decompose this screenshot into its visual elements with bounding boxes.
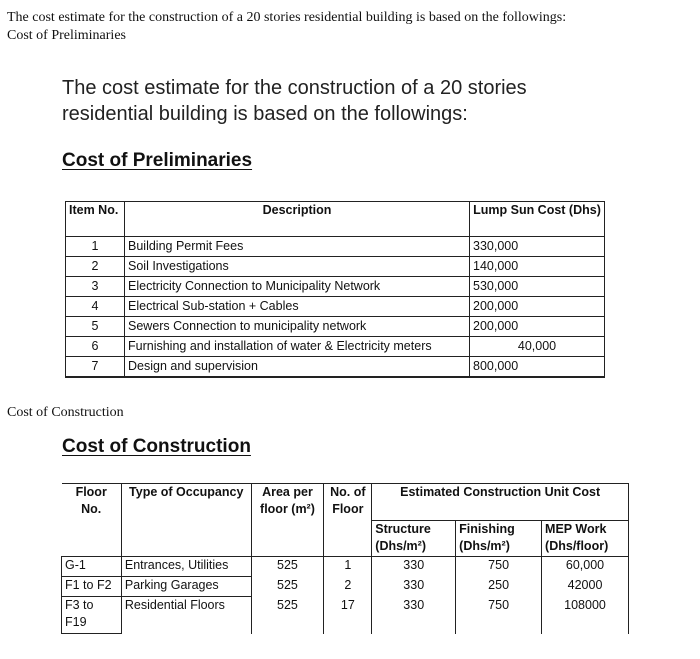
construction-title: Cost of Construction — [62, 436, 251, 457]
item-cost: 800,000 — [470, 357, 605, 378]
table-row — [62, 557, 629, 577]
item-no: 6 — [66, 337, 125, 357]
mep-cost: 42000 — [542, 577, 629, 597]
item-cost: 40,000 — [470, 337, 605, 357]
item-cost: 200,000 — [470, 297, 605, 317]
table-row — [66, 237, 605, 257]
table-row — [66, 277, 605, 297]
item-cost: 330,000 — [470, 237, 605, 257]
intro-text — [7, 9, 697, 45]
mep-cost: 60,000 — [542, 557, 629, 577]
floor-no: G-1 — [62, 557, 122, 577]
table-row — [66, 317, 605, 337]
header-area-per-floor: Area per floor (m²) — [251, 484, 324, 557]
occupancy-type: Entrances, Utilities — [121, 557, 251, 577]
item-no: 2 — [66, 257, 125, 277]
structure-cost: 330 — [372, 597, 456, 634]
occupancy-type: Residential Floors — [121, 597, 251, 634]
header-estimated-unit-cost: Estimated Construction Unit Cost — [372, 484, 629, 521]
no-of-floors: 2 — [324, 577, 372, 597]
no-of-floors: 1 — [324, 557, 372, 577]
header-finishing: Finishing (Dhs/m²) — [456, 521, 542, 557]
intro-line-2: Cost of Preliminaries — [7, 28, 126, 43]
item-description: Design and supervision — [125, 357, 470, 378]
occupancy-type: Parking Garages — [121, 577, 251, 597]
item-no: 4 — [66, 297, 125, 317]
header-floor-no: Floor No. — [62, 484, 122, 557]
table-row — [66, 257, 605, 277]
header-type-of-occupancy: Type of Occupancy — [121, 484, 251, 557]
table-row — [62, 577, 629, 597]
construction-table — [61, 483, 629, 634]
preliminaries-title: Cost of Preliminaries — [62, 150, 253, 171]
table-row — [66, 337, 605, 357]
header-item-no: Item No. — [66, 202, 125, 237]
finishing-cost: 750 — [456, 597, 542, 634]
item-description: Soil Investigations — [125, 257, 470, 277]
item-no: 3 — [66, 277, 125, 297]
item-description: Furnishing and installation of water & Electricity meters — [125, 337, 470, 357]
item-no: 1 — [66, 237, 125, 257]
construction-label: Cost of Construction — [7, 405, 124, 420]
item-description: Sewers Connection to municipality network — [125, 317, 470, 337]
item-no: 5 — [66, 317, 125, 337]
table-row — [62, 597, 629, 634]
floor-no: F1 to F2 — [62, 577, 122, 597]
item-cost: 530,000 — [470, 277, 605, 297]
header-description: Description — [125, 202, 470, 237]
floor-no: F3 to F19 — [62, 597, 122, 634]
structure-cost: 330 — [372, 577, 456, 597]
page-heading: The cost estimate for the construction of a 20 stories residential building is based on the followings: — [62, 77, 527, 125]
header-lump-sum-cost: Lump Sun Cost (Dhs) — [470, 202, 605, 237]
structure-cost: 330 — [372, 557, 456, 577]
no-of-floors: 17 — [324, 597, 372, 634]
area-per-floor: 525 — [251, 577, 324, 597]
item-cost: 200,000 — [470, 317, 605, 337]
area-per-floor: 525 — [251, 597, 324, 634]
intro-line-1: The cost estimate for the construction of a 20 stories residential building is based on the followings: — [7, 10, 567, 25]
item-no: 7 — [66, 357, 125, 378]
item-description: Electricity Connection to Municipality Network — [125, 277, 470, 297]
header-mep-work: MEP Work (Dhs/floor) — [542, 521, 629, 557]
table-row — [66, 357, 605, 378]
finishing-cost: 250 — [456, 577, 542, 597]
preliminaries-table — [65, 201, 605, 378]
table-row — [66, 297, 605, 317]
header-structure: Structure (Dhs/m²) — [372, 521, 456, 557]
header-no-of-floor: No. of Floor — [324, 484, 372, 557]
item-description: Electrical Sub-station + Cables — [125, 297, 470, 317]
mep-cost: 108000 — [542, 597, 629, 634]
item-cost: 140,000 — [470, 257, 605, 277]
item-description: Building Permit Fees — [125, 237, 470, 257]
finishing-cost: 750 — [456, 557, 542, 577]
area-per-floor: 525 — [251, 557, 324, 577]
